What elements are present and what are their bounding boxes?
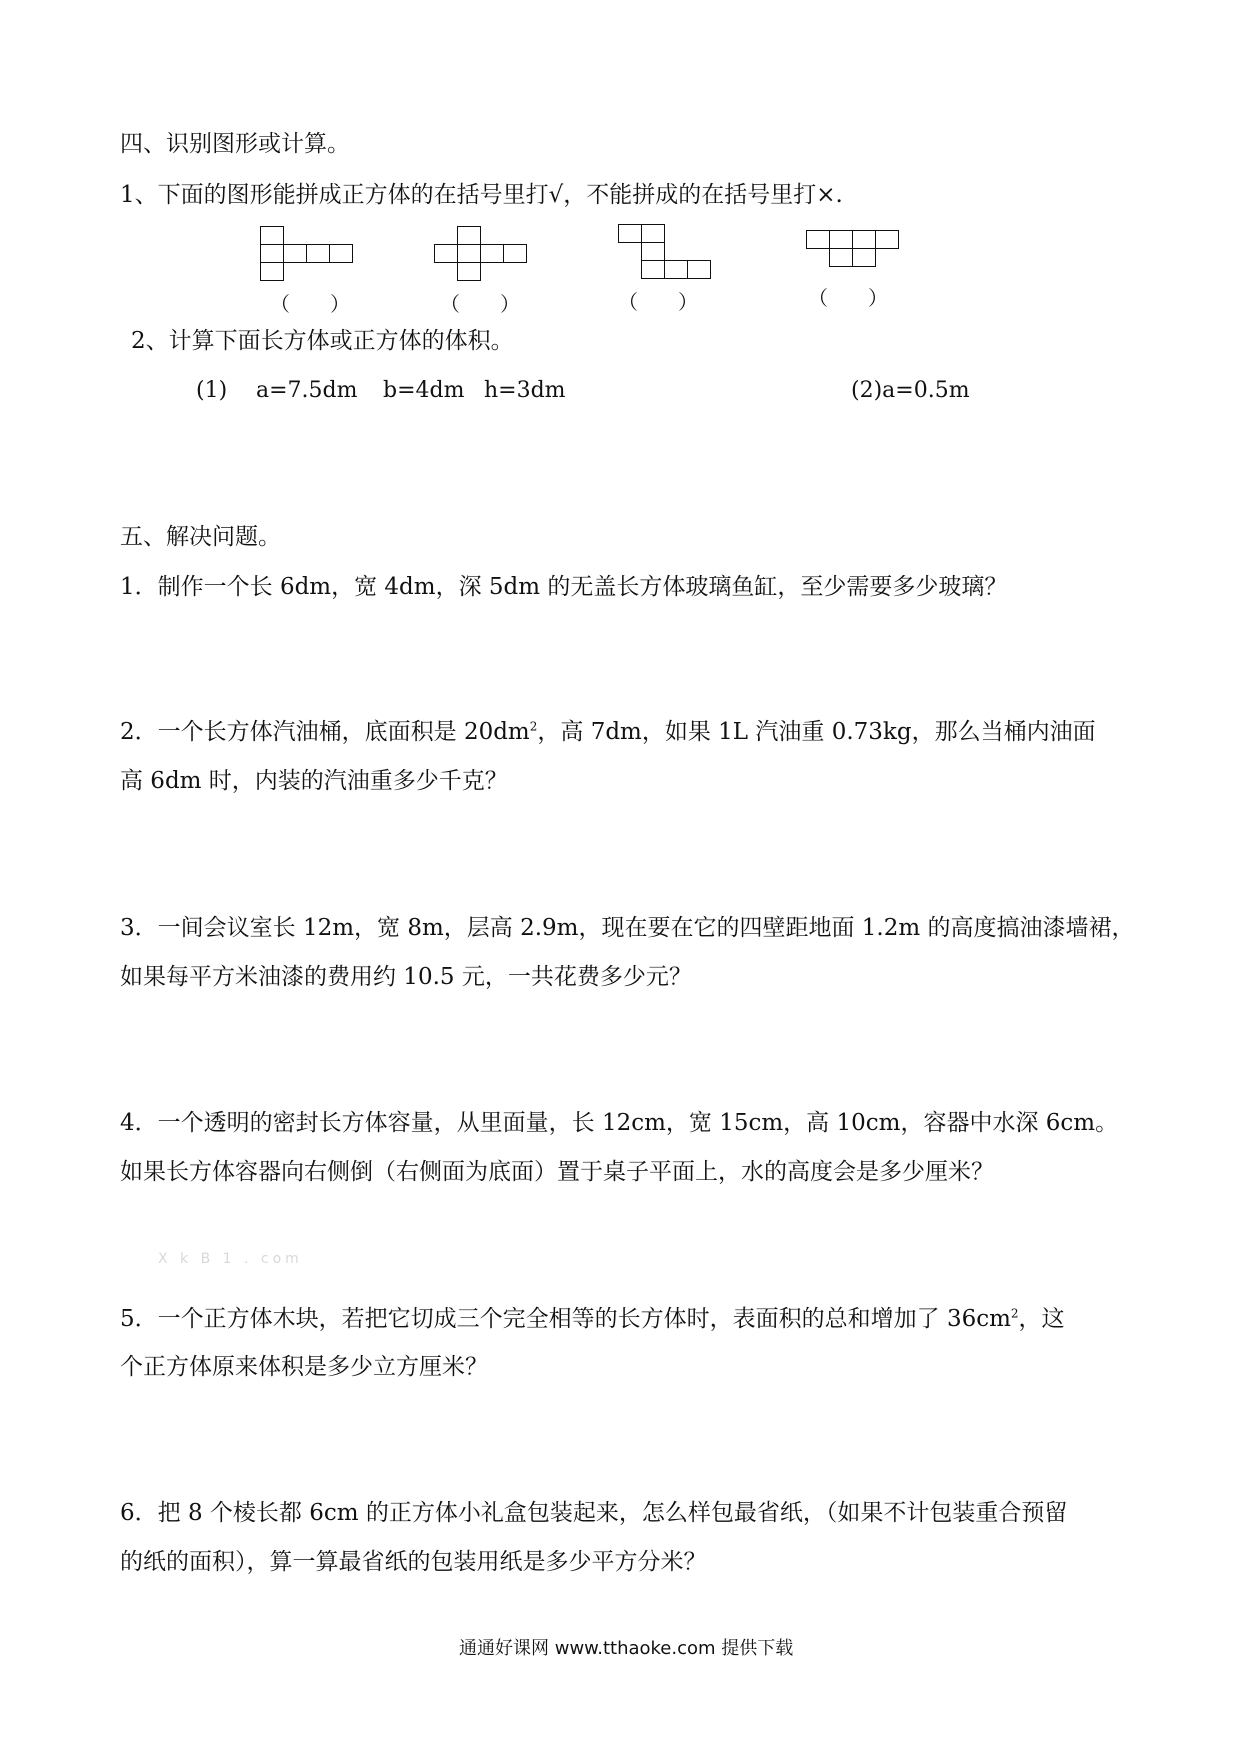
answer-paren-2[interactable]: （ ） bbox=[440, 292, 520, 316]
problem-2-line-2: 高 6dm 时，内装的汽油重多少千克？ bbox=[120, 768, 508, 794]
problem-3-line-2: 如果每平方米油漆的费用约 10.5 元，一共花费多少元？ bbox=[120, 964, 692, 990]
section-5-heading: 五、解决问题。 bbox=[120, 524, 281, 550]
problem-5-line-2: 个正方体原来体积是多少立方厘米？ bbox=[120, 1354, 488, 1380]
footer: 通通好课网 www.tthaoke.com 提供下载 bbox=[459, 1638, 794, 1659]
answer-paren-3[interactable]: （ ） bbox=[618, 290, 698, 314]
question-2-part-1-label: (1) bbox=[196, 378, 228, 403]
question-2-part-1-h: h=3dm bbox=[484, 378, 566, 403]
problem-6-line-1: 6．把 8 个棱长都 6cm 的正方体小礼盒包装起来，怎么样包最省纸，（如果不计包装重合预留 bbox=[120, 1500, 1068, 1526]
question-2-text: 2、计算下面长方体或正方体的体积。 bbox=[131, 328, 514, 354]
problem-4-line-2: 如果长方体容器向右侧倒（右侧面为底面）置于桌子平面上，水的高度会是多少厘米？ bbox=[120, 1159, 994, 1185]
problem-5-line-1: 5．一个正方体木块，若把它切成三个完全相等的长方体时，表面积的总和增加了 $36cm^2$，这 bbox=[120, 1306, 1065, 1332]
answer-paren-4[interactable]: （ ） bbox=[808, 286, 888, 310]
problem-2-line-1: 2．一个长方体汽油桶，底面积是 $20dm^2$，高 7dm，如果 1L 汽油重 0.73kg，那么当桶内油面 bbox=[120, 719, 1096, 745]
question-2-part-1-a: a=7.5dm bbox=[256, 378, 358, 403]
question-2-part-1-b: b=4dm bbox=[383, 378, 465, 403]
problem-6-line-2: 的纸的面积），算一算最省纸的包装用纸是多少平方分米？ bbox=[120, 1549, 707, 1575]
problem-1: 1．制作一个长 6dm，宽 4dm，深 5dm 的无盖长方体玻璃鱼缸，至少需要多少玻璃？ bbox=[120, 574, 1008, 600]
problem-3-line-1: 3．一间会议室长 12m，宽 8m，层高 2.9m，现在要在它的四壁距地面 1.2m 的高度搞油漆墙裙， bbox=[120, 915, 1135, 941]
problem-4-line-1: 4．一个透明的密封长方体容量，从里面量，长 12cm，宽 15cm，高 10cm，容器中水深 6cm。 bbox=[120, 1110, 1119, 1136]
question-1-text: 1、下面的图形能拼成正方体的在括号里打√，不能拼成的在括号里打×. bbox=[120, 182, 843, 208]
section-4-heading: 四、识别图形或计算。 bbox=[120, 131, 350, 157]
answer-paren-1[interactable]: （ ） bbox=[270, 292, 350, 316]
question-2-part-2: (2)a=0.5m bbox=[851, 378, 970, 403]
watermark: X k B 1 . com bbox=[158, 1251, 303, 1267]
